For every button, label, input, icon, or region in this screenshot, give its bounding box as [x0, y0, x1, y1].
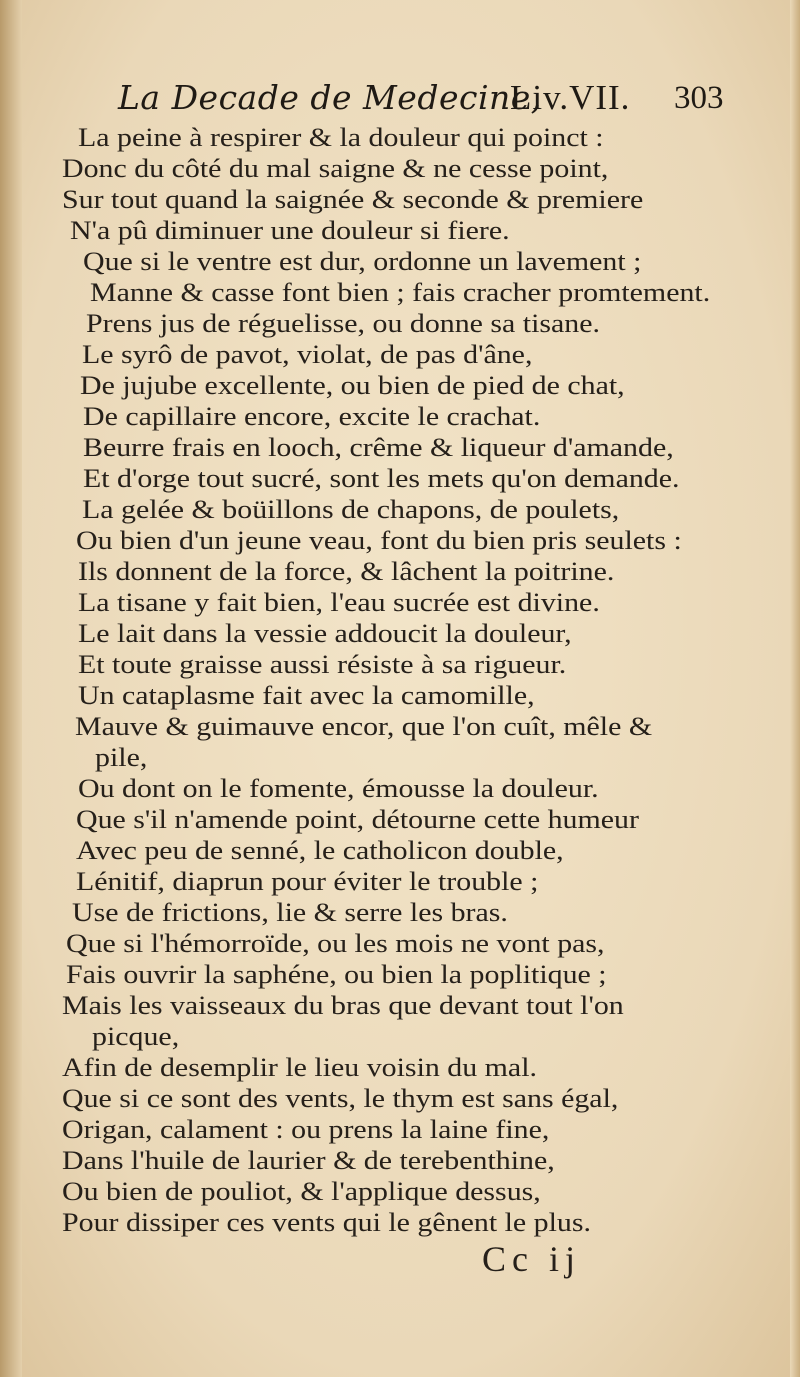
verse-line: Que si ce sont des vents, le thym est sans égal, — [62, 1084, 619, 1113]
verse-line: Pour dissiper ces vents qui le gênent le plus. — [62, 1208, 591, 1237]
verse-line: pile, — [95, 743, 148, 772]
verse-line: Avec peu de senné, le catholicon double, — [76, 836, 564, 865]
page-number: 303 — [674, 80, 724, 116]
verse-line: Et d'orge tout sucré, sont les mets qu'on demande. — [83, 464, 680, 493]
verse-line: N'a pû diminuer une douleur si fiere. — [70, 216, 510, 245]
book-number: Liv.VII. — [510, 78, 631, 117]
verse-line: Un cataplasme fait avec la camomille, — [78, 681, 535, 710]
running-title: La Decade de Medecine, — [118, 78, 542, 117]
verse-line: Ou bien d'un jeune veau, font du bien pris seulets : — [76, 526, 682, 555]
verse-line: Afin de desemplir le lieu voisin du mal. — [62, 1053, 537, 1082]
verse-line: La gelée & boüillons de chapons, de poulets, — [82, 495, 620, 524]
verse-line: Use de frictions, lie & serre les bras. — [72, 898, 508, 927]
verse-line: Ou dont on le fomente, émousse la douleur. — [78, 774, 599, 803]
verse-line: Prens jus de réguelisse, ou donne sa tisane. — [86, 309, 601, 338]
verse-line: Que si le ventre est dur, ordonne un lavement ; — [83, 247, 642, 276]
verse-line: Le syrô de pavot, violat, de pas d'âne, — [82, 340, 533, 369]
verse-line: Dans l'huile de laurier & de terebenthine, — [62, 1146, 555, 1175]
verse-line: Mauve & guimauve encor, que l'on cuît, mêle & — [75, 712, 653, 741]
verse-line: Que si l'hémorroïde, ou les mois ne vont pas, — [66, 929, 605, 958]
verse-line: Ou bien de pouliot, & l'applique dessus, — [62, 1177, 541, 1206]
verse-line: La peine à respirer & la douleur qui poinct : — [78, 123, 604, 152]
verse-line: Et toute graisse aussi résiste à sa rigueur. — [78, 650, 567, 679]
verse-line: La tisane y fait bien, l'eau sucrée est divine. — [78, 588, 600, 617]
verse-line: De jujube excellente, ou bien de pied de chat, — [80, 371, 625, 400]
verse-line: Beurre frais en looch, crême & liqueur d'amande, — [83, 433, 674, 462]
verse-line: Fais ouvrir la saphéne, ou bien la poplitique ; — [66, 960, 607, 989]
verse-line: Ils donnent de la force, & lâchent la poitrine. — [78, 557, 615, 586]
verse-line: picque, — [92, 1022, 180, 1051]
verse-line: Manne & casse font bien ; fais cracher promtement. — [90, 278, 711, 307]
verse-line: Que s'il n'amende point, détourne cette humeur — [76, 805, 639, 834]
verse-line: Origan, calament : ou prens la laine fine, — [62, 1115, 550, 1144]
verse-line: Lénitif, diaprun pour éviter le trouble ; — [76, 867, 539, 896]
verse-line: Mais les vaisseaux du bras que devant tout l'on — [62, 991, 624, 1020]
signature-mark: Cc ij — [482, 1239, 581, 1279]
verse-line: Le lait dans la vessie addoucit la douleur, — [78, 619, 572, 648]
verse-line: Sur tout quand la saignée & seconde & premiere — [62, 185, 644, 214]
verse-line: Donc du côté du mal saigne & ne cesse point, — [62, 154, 609, 183]
verse-line: De capillaire encore, excite le crachat. — [83, 402, 541, 431]
